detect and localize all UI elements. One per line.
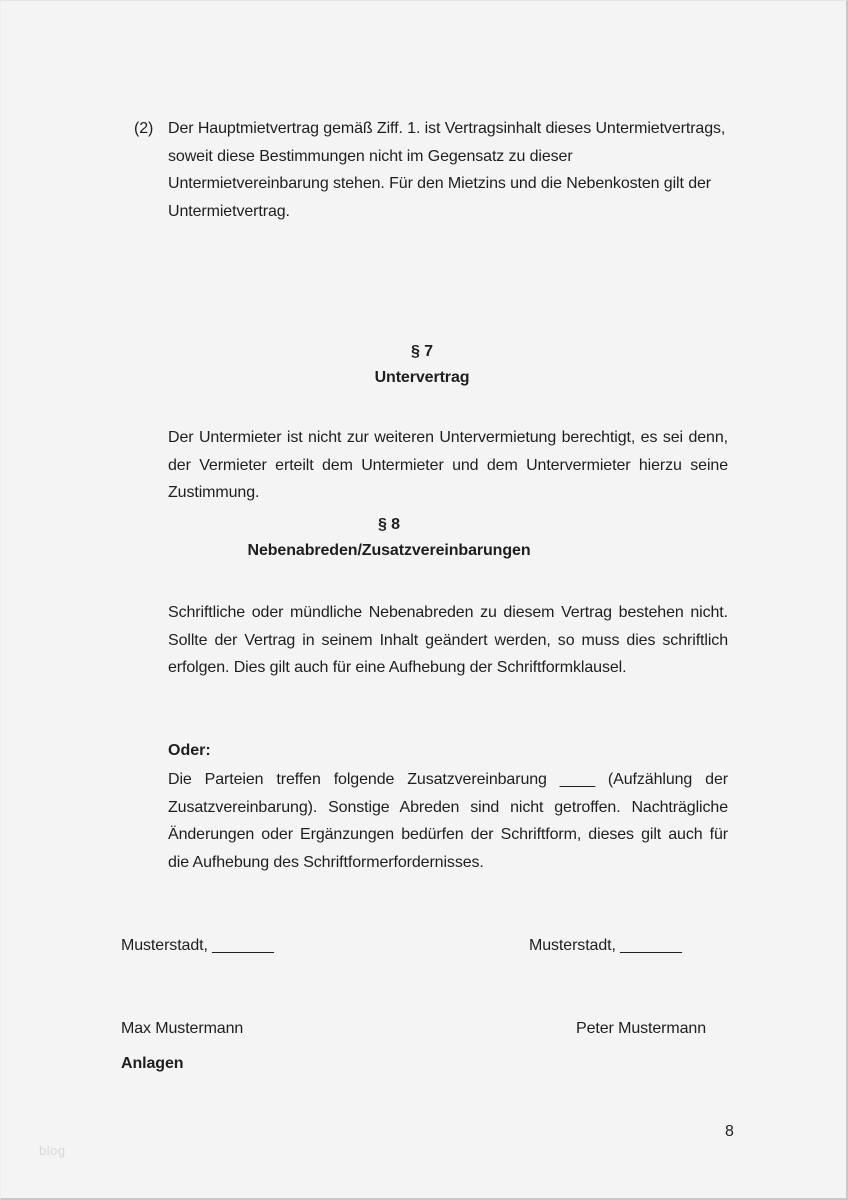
alternative-label: Oder: (168, 742, 211, 759)
section-7-heading (168, 339, 676, 391)
clause-2-text: Der Hauptmietvertrag gemäß Ziff. 1. ist Vertragsinhalt dieses Untermietvertrags, soweit diese Bestimmungen nicht im Gegensatz zu dieser Untermietvereinbarung stehen. Für den Mietzins und die Nebenkosten gilt der Untermietvertrag. (168, 120, 726, 220)
signature-place-right: Musterstadt, _______ (529, 937, 682, 954)
alternative-paragraph: Die Parteien treffen folgende Zusatzvereinbarung ____ (Aufzählung der Zusatzvereinbarung). Sonstige Abreden sind nicht getroffen. Nachträgliche Änderungen oder Ergänzungen bedürfen der Schriftform, dieses gilt auch für die Aufhebung des Schriftformerfordernisses. (168, 771, 728, 871)
section-7-number: § 7 (411, 343, 433, 360)
signature-name-left: Max Mustermann (121, 1020, 244, 1037)
section-7-body: Der Untermieter ist nicht zur weiteren Untervermietung berechtigt, es sei denn, der Vermieter erteilt dem Untermieter und dem Untervermieter hierzu seine Zustimmung. (168, 429, 728, 501)
signature-name-right: Peter Mustermann (576, 1020, 707, 1037)
section-8-title: Nebenabreden/Zusatzvereinbarungen (247, 542, 531, 559)
signature-place-left: Musterstadt, _______ (121, 937, 274, 954)
page-number: 8 (725, 1123, 734, 1140)
section-8-number: § 8 (378, 516, 400, 533)
attachments-label: Anlagen (121, 1055, 184, 1072)
section-8-heading (168, 512, 610, 564)
watermark-text: blog (39, 1143, 66, 1158)
section-8-body: Schriftliche oder mündliche Nebenabreden zu diesem Vertrag bestehen nicht. Sollte der Vertrag in seinem Inhalt geändert werden, so muss dies schriftlich erfolgen. Dies gilt auch für eine Aufhebung der Schriftformklausel. (168, 604, 728, 676)
section-7-title: Untervertrag (374, 369, 470, 386)
clause-2-paragraph (134, 115, 728, 225)
clause-2-marker: (2) (134, 120, 154, 137)
